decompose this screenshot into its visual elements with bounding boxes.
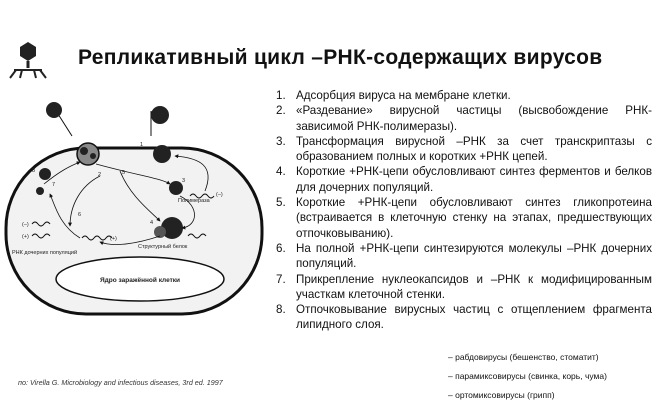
replication-steps-list — [276, 88, 652, 333]
list-item: 6. На полной +РНК-цепи синтезируются молекулы –РНК дочерних популяций. — [276, 241, 652, 271]
list-item: 4. Короткие +РНК-цепи обусловливают синтез ферментов и белков для дочерних популяций. — [276, 165, 652, 194]
step-number: 4 — [150, 220, 154, 226]
step-number: 7 — [52, 182, 56, 188]
replication-cycle-diagram — [0, 96, 272, 321]
virus-particle — [153, 145, 171, 163]
example-item: – ортомиксовирусы (грипп) — [448, 390, 555, 400]
list-item: 7. Прикрепление нуклеокапсидов и –РНК к модифицированным участкам клеточной стенки. — [276, 272, 652, 301]
virus-examples — [448, 348, 607, 405]
example-item: – парамиксовирусы (свинка, корь, чума) — [448, 371, 607, 381]
strand-plus-label-2: (+) — [22, 234, 29, 240]
virus-entry — [77, 143, 99, 165]
list-item: 8. Отпочковывание вирусных частиц с отщеплением фрагмента липидного слоя. — [276, 303, 652, 332]
example-item: – рабдовирусы (бешенство, стоматит) — [448, 352, 599, 362]
list-item: 2. «Раздевание» вирусной частицы (высвобождение РНК-зависимой РНК-полимеразы). — [276, 104, 652, 133]
strand-plus-label: (+) — [110, 236, 117, 242]
page-title: Репликативный цикл –РНК-содержащих вирусов — [78, 46, 603, 69]
step-number: 3 — [182, 178, 186, 184]
list-item: 5. Короткие +РНК-цепи обусловливают синтез гликопротеина (встраивается в клеточную стенку на этапах, предшествующих отпочковыванию). — [276, 196, 652, 240]
daughter-rna-label: РНК дочерних популяций — [12, 250, 78, 256]
list-item: 3. Трансформация вирусной –РНК за счет транскриптазы с образованием полных и коротких +РНК цепей. — [276, 134, 652, 164]
nucleus-label: Ядро заражённой клетки — [99, 277, 181, 284]
step-number: 6 — [78, 212, 82, 218]
polymerase-complex — [169, 181, 183, 195]
step-number: 5 — [122, 170, 126, 176]
list-item: 1. Адсорбция вируса на мембране клетки. — [276, 89, 511, 102]
budding-virion — [39, 168, 51, 180]
step-number: 1 — [140, 142, 144, 148]
structural-protein-label: Структурный белок — [138, 244, 188, 250]
virus-particle — [151, 106, 169, 124]
step-number: 2 — [98, 172, 102, 178]
polymerase-label: Полимераза — [178, 198, 210, 204]
step-number: 8 — [32, 168, 36, 174]
source-citation: по: Virella G. Microbiology and infectious diseases, 3rd ed. 1997 — [18, 378, 223, 387]
virus-particle — [46, 102, 62, 118]
virus-logo-icon — [6, 40, 50, 80]
strand-minus-label-2: (–) — [22, 222, 29, 228]
strand-minus-label: (–) — [216, 192, 223, 198]
